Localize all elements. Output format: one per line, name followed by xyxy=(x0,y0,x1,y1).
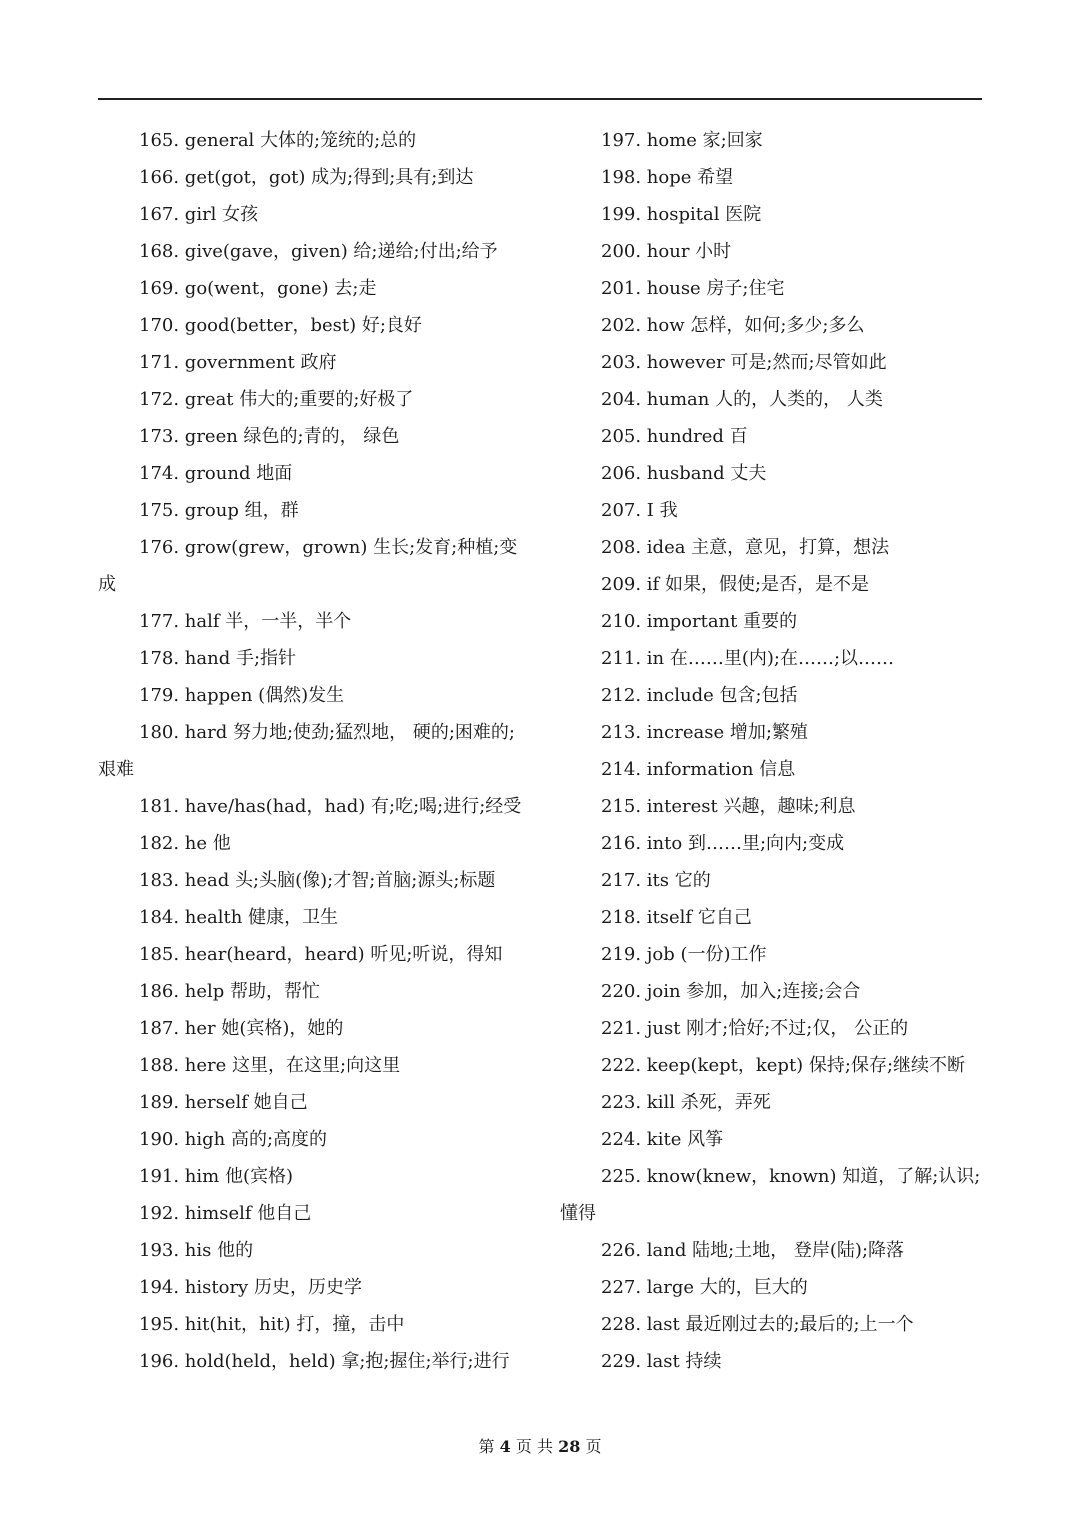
vocab-entry: 225. know(knew，known) 知道，了解;认识;懂得 xyxy=(560,1166,981,1224)
vocab-entry: 166. get(got，got) 成为;得到;具有;到达 xyxy=(139,167,474,188)
footer-prefix: 第 xyxy=(478,1437,495,1456)
current-page-number: 4 xyxy=(499,1437,511,1456)
vocab-entry: 199. hospital 医院 xyxy=(601,204,762,225)
vocab-entry: 193. his 他的 xyxy=(139,1240,254,1261)
vocab-entry: 222. keep(kept，kept) 保持;保存;继续不断 xyxy=(601,1055,966,1076)
vocab-entry: 192. himself 他自己 xyxy=(139,1203,312,1224)
vocab-entry: 221. just 刚才;恰好;不过;仅， 公正的 xyxy=(601,1018,909,1039)
vocab-entry: 226. land 陆地;土地， 登岸(陆);降落 xyxy=(601,1240,905,1261)
vocab-entry: 194. history 历史，历史学 xyxy=(139,1277,362,1298)
vocab-entry: 208. idea 主意，意见，打算，想法 xyxy=(601,537,890,558)
vocab-entry: 205. hundred 百 xyxy=(601,426,748,447)
vocab-entry: 197. home 家;回家 xyxy=(601,130,763,151)
vocab-entry: 214. information 信息 xyxy=(601,759,796,780)
vocab-entry: 167. girl 女孩 xyxy=(139,204,259,225)
vocab-entry: 215. interest 兴趣，趣味;利息 xyxy=(601,796,856,817)
vocab-entry: 190. high 高的;高度的 xyxy=(139,1129,328,1150)
vocab-entry: 179. happen (偶然)发生 xyxy=(139,685,345,706)
vocab-entry: 171. government 政府 xyxy=(139,352,337,373)
vocab-entry: 212. include 包含;包括 xyxy=(601,685,798,706)
vocab-entry: 224. kite 风筝 xyxy=(601,1129,724,1150)
vocabulary-column-left xyxy=(98,122,528,1380)
vocab-entry: 201. house 房子;住宅 xyxy=(601,278,785,299)
footer-suffix: 页 xyxy=(585,1437,602,1456)
vocab-entry: 219. job (一份)工作 xyxy=(601,944,767,965)
footer-middle: 页 共 xyxy=(515,1437,553,1456)
vocab-entry: 184. health 健康，卫生 xyxy=(139,907,339,928)
vocab-entry: 173. green 绿色的;青的， 绿色 xyxy=(139,426,400,447)
header-rule xyxy=(98,98,982,100)
page-footer xyxy=(0,1434,1080,1457)
vocab-entry: 229. last 持续 xyxy=(601,1351,722,1372)
vocab-entry: 207. I 我 xyxy=(601,500,678,521)
vocab-entry: 209. if 如果，假使;是否，是不是 xyxy=(601,574,870,595)
vocab-entry: 227. large 大的，巨大的 xyxy=(601,1277,808,1298)
vocab-entry: 206. husband 丈夫 xyxy=(601,463,767,484)
vocab-entry: 211. in 在……里(内);在……;以…… xyxy=(601,648,895,669)
total-page-count: 28 xyxy=(558,1437,581,1456)
vocab-entry: 195. hit(hit，hit) 打，撞，击中 xyxy=(139,1314,405,1335)
vocab-entry: 183. head 头;头脑(像);才智;首脑;源头;标题 xyxy=(139,870,496,891)
vocab-entry: 182. he 他 xyxy=(139,833,231,854)
vocab-entry: 217. its 它的 xyxy=(601,870,711,891)
vocab-entry: 180. hard 努力地;使劲;猛烈地， 硬的;困难的;艰难 xyxy=(98,722,515,780)
vocab-entry: 210. important 重要的 xyxy=(601,611,798,632)
vocab-entry: 185. hear(heard，heard) 听见;听说，得知 xyxy=(139,944,503,965)
vocab-entry: 168. give(gave，given) 给;递给;付出;给予 xyxy=(139,241,498,262)
vocab-entry: 228. last 最近刚过去的;最后的;上一个 xyxy=(601,1314,914,1335)
vocab-entry: 172. great 伟大的;重要的;好极了 xyxy=(139,389,414,410)
vocab-entry: 189. herself 她自己 xyxy=(139,1092,308,1113)
vocab-entry: 181. have/has(had，had) 有;吃;喝;进行;经受 xyxy=(139,796,522,817)
vocab-entry: 177. half 半，一半，半个 xyxy=(139,611,352,632)
vocab-entry: 198. hope 希望 xyxy=(601,167,734,188)
vocab-entry: 220. join 参加，加入;连接;会合 xyxy=(601,981,861,1002)
vocab-entry: 203. however 可是;然而;尽管如此 xyxy=(601,352,887,373)
vocab-entry: 213. increase 增加;繁殖 xyxy=(601,722,808,743)
vocab-entry: 196. hold(held，held) 拿;抱;握住;举行;进行 xyxy=(139,1351,510,1372)
vocab-entry: 218. itself 它自己 xyxy=(601,907,752,928)
vocabulary-column-right xyxy=(560,122,985,1380)
vocab-entry: 223. kill 杀死，弄死 xyxy=(601,1092,771,1113)
vocab-entry: 169. go(went，gone) 去;走 xyxy=(139,278,377,299)
vocab-entry: 170. good(better，best) 好;良好 xyxy=(139,315,422,336)
vocab-entry: 216. into 到……里;向内;变成 xyxy=(601,833,845,854)
vocab-entry: 204. human 人的，人类的， 人类 xyxy=(601,389,883,410)
vocab-entry: 174. ground 地面 xyxy=(139,463,293,484)
vocab-entry: 186. help 帮助，帮忙 xyxy=(139,981,321,1002)
vocab-entry: 202. how 怎样，如何;多少;多么 xyxy=(601,315,865,336)
vocab-entry: 176. grow(grew，grown) 生长;发育;种植;变成 xyxy=(98,537,518,595)
vocab-entry: 200. hour 小时 xyxy=(601,241,732,262)
vocab-entry: 188. here 这里，在这里;向这里 xyxy=(139,1055,401,1076)
vocab-entry: 175. group 组，群 xyxy=(139,500,299,521)
vocab-entry: 165. general 大体的;笼统的;总的 xyxy=(139,130,417,151)
vocab-entry: 191. him 他(宾格) xyxy=(139,1166,293,1187)
vocab-entry: 187. her 她(宾格)，她的 xyxy=(139,1018,344,1039)
vocab-entry: 178. hand 手;指针 xyxy=(139,648,297,669)
